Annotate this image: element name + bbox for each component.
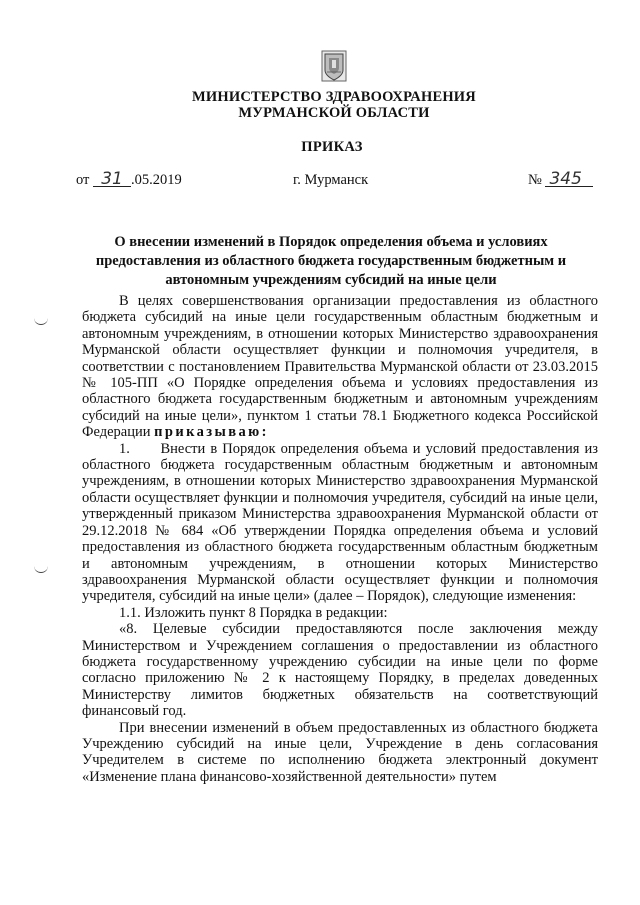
date-prefix: от [76,172,90,188]
date-month-year: .05.2019 [131,172,182,188]
paragraph-preamble [82,293,598,441]
preamble-text: В целях совершенствования организации предоставления из областного бюджета субсидий на иные цели государственным областным бюджетным и автономным учреждениям, в отношении которых Министерство здравоохранения Мурманской области осуществляет функции и полномочия учредителя, в соответствии с постановлением Правительства Мурманской области от 23.03.2015 № 105-ПП «О Порядке определения объема и условиях предоставления из областного бюджета государственным бюджетным и автономным учреждениям субсидий на иные цели», пунктом 1 статьи 78.1 Бюджетного кодекса Российской Федерации [82,293,598,441]
order-body [82,293,598,785]
paragraph-quote-8: «8. Целевые субсидии предоставляются после заключения между Министерством и Учреждением соглашения о предоставлении из областного бюджета государственному учреждению субсидии на иные цели по форме согласно приложению № 2 к настоящему Порядку, в пределах доведенных Министерству лимитов бюджетных обязательств на соответствующий финансовый год. [82,621,598,720]
number-prefix: № [528,172,542,188]
ministry-name-line1: МИНИСТЕРСТВО ЗДРАВООХРАНЕНИЯ [192,89,476,105]
document-type: ПРИКАЗ [301,139,363,155]
order-heading: О внесении изменений в Порядок определения объема и условиях предоставления из областного бюджета государственным бюджетным и автономным учреждениям субсидий на иные цели [95,234,567,288]
paragraph-item-1-1: 1.1. Изложить пункт 8 Порядка в редакции: [119,604,388,621]
order-number [528,169,593,189]
coat-of-arms-icon [321,50,347,82]
paragraph-changes: При внесении изменений в объем предоставленных из областного бюджета Учреждению субсидий на иные цели, Учреждение в день согласования Учредителем в системе по исполнению бюджета электронный документ «Изменение плана финансово-хозяйственной деятельности» путем [82,719,598,785]
margin-mark [34,318,48,325]
order-date [76,169,182,189]
paragraph-item-1: 1. Внести в Порядок определения объема и условий предоставления из областного бюджета государственным областным бюджетным и автономным учреждениям, в отношении которых Министерство здравоохранения Мурманской области осуществляет функции и полномочия учредителя, субсидий на иные цели, утвержденный приказом Министерства здравоохранения Мурманской области от 29.12.2018 № 684 «Об утверждении Порядка определения объема и условий предоставления из областного бюджета государственным областным бюджетным и автономным учреждениям, в отношении которых Министерство здравоохранения Мурманской области осуществляет функции и полномочия учредителя, субсидий на иные цели» (далее – Порядок), следующие изменения: [82,440,598,605]
margin-mark [34,566,48,573]
order-command: приказываю: [154,424,269,441]
date-day-handwritten: 31 [93,172,131,187]
order-city: г. Мурманск [293,172,369,188]
ministry-name-line2: МУРМАНСКОЙ ОБЛАСТИ [238,105,430,121]
number-handwritten: 345 [545,172,593,187]
